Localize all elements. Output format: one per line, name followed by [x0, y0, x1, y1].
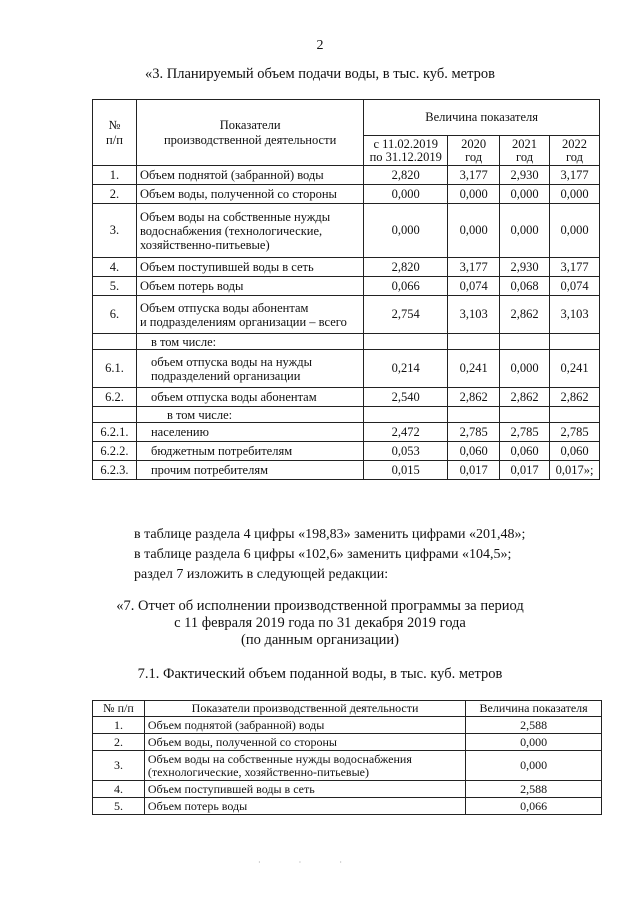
row-value: 0,017»; [550, 461, 600, 480]
row-value: 2,588 [466, 717, 602, 734]
table-row [93, 296, 600, 334]
row-label: Объем потерь воды [144, 798, 465, 815]
row-value: 0,000 [364, 204, 448, 258]
row-value: 0,015 [364, 461, 448, 480]
header-activity: Показатели производственной деятельности [144, 701, 465, 717]
row-value: 0,074 [448, 277, 500, 296]
row-value: 2,862 [448, 388, 500, 407]
row-label: Объем поднятой (забранной) воды [136, 166, 363, 185]
row-value: 2,862 [500, 388, 550, 407]
page-number: 2 [316, 38, 324, 53]
row-value: 0,000 [448, 204, 500, 258]
row-value: 2,820 [364, 258, 448, 277]
table-row [93, 423, 600, 442]
row-number: 1. [93, 166, 137, 185]
row-number: 3. [93, 751, 145, 781]
actual-water-supply-table [92, 700, 602, 815]
row-value: 0,060 [500, 442, 550, 461]
table-row [93, 350, 600, 388]
row-number: 5. [93, 798, 145, 815]
row-label: в том числе: [136, 334, 363, 350]
table-row [93, 461, 600, 480]
row-label: Объем воды на собственные нужды водоснабжения (технологические, хозяйственно-питьевые) [136, 204, 363, 258]
row-value: 2,588 [466, 781, 602, 798]
row-number [93, 407, 137, 423]
row-label: Объем поднятой (забранной) воды [144, 717, 465, 734]
amendment-line: раздел 7 изложить в следующей редакции: [134, 567, 389, 582]
row-value: 2,540 [364, 388, 448, 407]
row-number: 6.2.2. [93, 442, 137, 461]
row-value [364, 407, 448, 423]
table-row [93, 166, 600, 185]
table-row [93, 185, 600, 204]
row-number: 6.2.1. [93, 423, 137, 442]
row-value: 0,000 [466, 751, 602, 781]
row-value [500, 407, 550, 423]
row-value: 3,103 [550, 296, 600, 334]
row-number: 2. [93, 734, 145, 751]
row-value: 3,177 [448, 258, 500, 277]
header-period: с 11.02.2019 по 31.12.2019 [364, 136, 448, 166]
row-number: 6.2. [93, 388, 137, 407]
row-value: 0,060 [550, 442, 600, 461]
row-label: Объем поступившей воды в сеть [144, 781, 465, 798]
row-value: 0,017 [448, 461, 500, 480]
row-value: 0,000 [550, 185, 600, 204]
row-value: 2,930 [500, 166, 550, 185]
row-value: 3,103 [448, 296, 500, 334]
section-7-period: с 11 февраля 2019 года по 31 декабря 2019 года [174, 615, 466, 631]
header-period: 2022 год [550, 136, 600, 166]
row-value: 2,862 [550, 388, 600, 407]
row-value: 0,000 [448, 185, 500, 204]
row-label: Объем воды, полученной со стороны [144, 734, 465, 751]
row-value: 0,068 [500, 277, 550, 296]
row-value: 2,754 [364, 296, 448, 334]
row-value: 0,074 [550, 277, 600, 296]
row-label: в том числе: [136, 407, 363, 423]
row-value: 2,785 [500, 423, 550, 442]
header-activity: Показатели производственной деятельности [136, 100, 363, 166]
table-row [93, 781, 602, 798]
section-7-1-title: 7.1. Фактический объем поданной воды, в тыс. куб. метров [137, 666, 503, 682]
row-value [448, 334, 500, 350]
row-number: 3. [93, 204, 137, 258]
row-number: 4. [93, 781, 145, 798]
row-label: прочим потребителям [136, 461, 363, 480]
header-no: № п/п [93, 100, 137, 166]
row-value: 0,000 [500, 185, 550, 204]
header-period: 2021 год [500, 136, 550, 166]
row-number: 1. [93, 717, 145, 734]
row-value: 3,177 [448, 166, 500, 185]
row-value: 0,066 [466, 798, 602, 815]
row-value: 2,785 [448, 423, 500, 442]
row-value: 3,177 [550, 166, 600, 185]
row-number: 6.2.3. [93, 461, 137, 480]
header-period: 2020 год [448, 136, 500, 166]
row-label: объем отпуска воды на нужды подразделений организации [136, 350, 363, 388]
row-label: населению [136, 423, 363, 442]
row-value: 0,000 [550, 204, 600, 258]
table-row [93, 204, 600, 258]
row-value: 0,241 [550, 350, 600, 388]
row-label: Объем воды на собственные нужды водоснабжения (технологические, хозяйственно-питьевые) [144, 751, 465, 781]
amendment-line: в таблице раздела 6 цифры «102,6» заменить цифрами «104,5»; [134, 547, 512, 562]
row-value: 0,060 [448, 442, 500, 461]
row-value: 0,000 [466, 734, 602, 751]
table-row [93, 258, 600, 277]
table-row [93, 442, 600, 461]
row-number: 5. [93, 277, 137, 296]
row-label: Объем отпуска воды абонентам и подразделениям организации – всего [136, 296, 363, 334]
row-label: Объем поступившей воды в сеть [136, 258, 363, 277]
row-value [500, 334, 550, 350]
table-row [93, 407, 600, 423]
header-no: № п/п [93, 701, 145, 717]
table-row [93, 334, 600, 350]
row-value: 0,000 [364, 185, 448, 204]
table-body [93, 717, 602, 815]
row-number: 6.1. [93, 350, 137, 388]
row-value: 0,241 [448, 350, 500, 388]
row-value: 2,785 [550, 423, 600, 442]
table-row [93, 717, 602, 734]
row-number: 6. [93, 296, 137, 334]
section-3-title: «3. Планируемый объем подачи воды, в тыс. куб. метров [145, 66, 495, 82]
row-value [550, 407, 600, 423]
row-value: 0,214 [364, 350, 448, 388]
table-body [93, 166, 600, 480]
row-value [550, 334, 600, 350]
row-value: 2,862 [500, 296, 550, 334]
scan-specks: · · · [258, 858, 360, 867]
row-number: 2. [93, 185, 137, 204]
row-value: 0,000 [500, 350, 550, 388]
table-row [93, 751, 602, 781]
table-row [93, 798, 602, 815]
planned-water-supply-table [92, 99, 600, 480]
row-number: 4. [93, 258, 137, 277]
row-value [448, 407, 500, 423]
amendment-line: в таблице раздела 4 цифры «198,83» заменить цифрами «201,48»; [134, 527, 526, 542]
row-label: Объем потерь воды [136, 277, 363, 296]
row-label: объем отпуска воды абонентам [136, 388, 363, 407]
row-label: Объем воды, полученной со стороны [136, 185, 363, 204]
row-value: 0,053 [364, 442, 448, 461]
section-7-source: (по данным организации) [240, 632, 399, 648]
table-row [93, 734, 602, 751]
header-value: Величина показателя [364, 100, 600, 136]
header-value: Величина показателя [466, 701, 602, 717]
row-value: 2,472 [364, 423, 448, 442]
table-row [93, 388, 600, 407]
row-number [93, 334, 137, 350]
row-label: бюджетным потребителям [136, 442, 363, 461]
table-row [93, 277, 600, 296]
row-value: 2,930 [500, 258, 550, 277]
row-value: 3,177 [550, 258, 600, 277]
row-value: 2,820 [364, 166, 448, 185]
row-value: 0,066 [364, 277, 448, 296]
row-value: 0,000 [500, 204, 550, 258]
row-value: 0,017 [500, 461, 550, 480]
section-7-title: «7. Отчет об исполнении производственной программы за период [116, 598, 524, 614]
row-value [364, 334, 448, 350]
